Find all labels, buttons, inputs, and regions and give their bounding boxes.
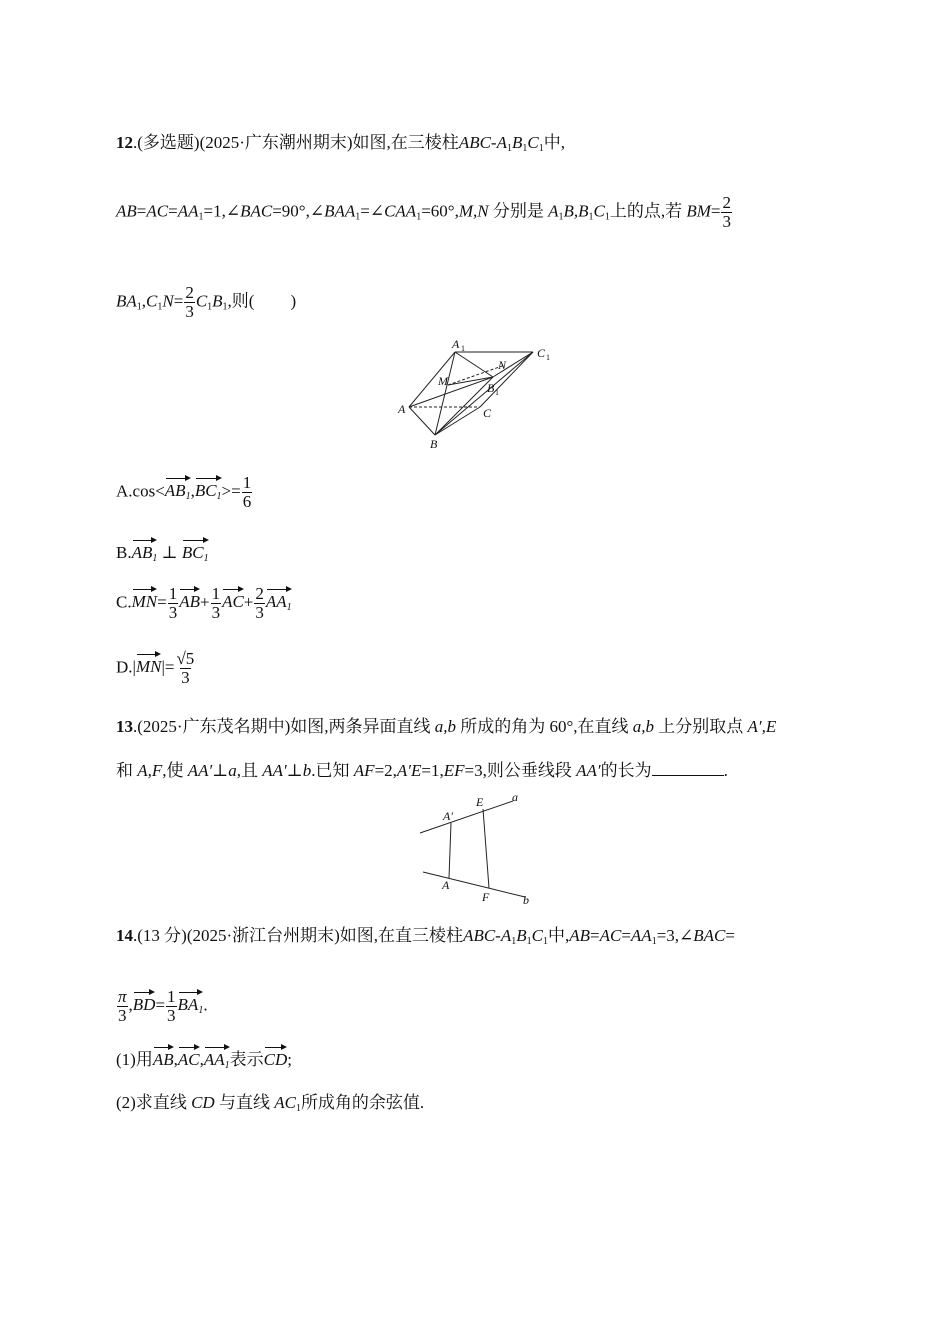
q12-line-2: $AB=AC=AA_1=1,\angle BAC=90^\circ,\angle BAA_1=\angle CAA_1=60^\circ,M,N$ 分别是 $A_1B,B_1C_1$上的点,若 BM= $\frac{2}{3}$ <box>116 193 731 231</box>
q13-number: 13 <box>116 717 133 736</box>
label-m: M <box>438 374 448 388</box>
label-a: A <box>442 878 450 892</box>
q12-option-c: C.MN= $\frac{1}{3}$ AB+ $\frac{1}{3}$ AC+ $\frac{2}{3}$ $AA_1$ <box>116 584 292 622</box>
vector-ab: AB <box>179 587 200 610</box>
svg-text:1: 1 <box>461 344 465 353</box>
q14-line-2: $\frac{\pi}{3}$ ,BD= $\frac{1}{3}$ $BA_1$. <box>118 987 208 1025</box>
vector-ab1: $AB_1$ <box>165 476 191 499</box>
vector-bc1: $BC_1$ <box>195 476 222 499</box>
vector-ab: AB <box>153 1045 174 1068</box>
fraction-1-6: $\frac{1}{6}$ <box>242 473 252 511</box>
q12-number: 12 <box>116 133 133 152</box>
fraction-2-3: $\frac{2}{3}$ <box>185 283 194 321</box>
vector-ac: AC <box>178 1045 200 1068</box>
q14-part-1: (1)用$AB,AC,AA_1$表示CD; <box>116 1045 292 1068</box>
fraction-1-3: $\frac{1}{3}$ <box>167 987 176 1025</box>
figure-skew-lines <box>410 788 550 908</box>
vector-bc1: $BC_1$ <box>182 538 209 561</box>
q14-part-2: (2)求直线 CD 与直线 $AC_1$所成角的余弦值. <box>116 1093 425 1114</box>
vector-mn: MN <box>136 652 162 675</box>
svg-text:1: 1 <box>495 388 499 397</box>
label-b: B <box>430 437 438 451</box>
q12-option-b: $B.AB_1$ ⊥ $BC_1$ <box>116 538 209 561</box>
label-a: A <box>398 402 406 416</box>
fraction-sqrt5-3: $\frac{√5}{3}$ <box>176 649 195 687</box>
svg-text:1: 1 <box>546 353 550 362</box>
q13-line-2: 和 A,F,使 AA′⊥a,且 AA′⊥b.已知 AF=2,A′E=1,EF=3,则公垂线段 AA′的长为 . <box>116 761 728 780</box>
q14-number: 14 <box>116 926 133 945</box>
q12-option-a: $A.\cos<AB_1,BC_1>=$ $\frac{1}{6}$ <box>116 473 252 511</box>
label-line-a: a <box>512 790 518 804</box>
q12-option-d: D.|MN|= $\frac{√5}{3}$ <box>116 649 195 687</box>
vector-ba1: $BA_1$ <box>178 990 204 1013</box>
label-n: N <box>498 358 507 372</box>
vector-bd: BD <box>133 990 156 1013</box>
label-line-b: b <box>523 893 529 907</box>
fraction-2-3: $\frac{2}{3}$ <box>722 193 731 231</box>
q13-line-1: 13.(2025·广东茂名期中)如图,两条异面直线 a,b 所成的角为 60°,在直线 a,b 上分别取点 A′,E <box>116 717 777 736</box>
vector-aa1: $AA_1$ <box>266 587 292 610</box>
answer-blank <box>652 763 724 776</box>
vector-mn: MN <box>132 587 158 610</box>
fraction-pi-3: $\frac{\pi}{3}$ <box>118 987 127 1025</box>
q12-line-3: $BA_1,C_1N=$ $\frac{2}{3}$ $C_1B_1$,则( ) <box>116 283 297 321</box>
q12-line-1: 12.(多选题)(2025·广东潮州期末)如图,在三棱柱ABC-$A_1B_1C_1$中, <box>116 133 565 154</box>
vector-ac: AC <box>222 587 244 610</box>
vector-ab1: $AB_1$ <box>132 538 158 561</box>
label-b1: B <box>487 381 495 395</box>
vector-cd: CD <box>264 1045 288 1068</box>
label-c: C <box>483 406 492 420</box>
label-a1: A <box>452 337 460 351</box>
vector-aa1: $AA_1$ <box>204 1045 230 1068</box>
label-f: F <box>482 890 490 904</box>
label-c1: C <box>537 346 546 360</box>
label-a-prime: A′ <box>443 809 453 823</box>
figure-triangular-prism <box>390 335 570 455</box>
q14-line-1: 14.(13 分)(2025·浙江台州期末)如图,在直三棱柱ABC-$A_1B_1C_1$中$,AB=AC=AA_1=3,\angle BAC=$ <box>116 926 735 947</box>
label-e: E <box>476 795 484 809</box>
